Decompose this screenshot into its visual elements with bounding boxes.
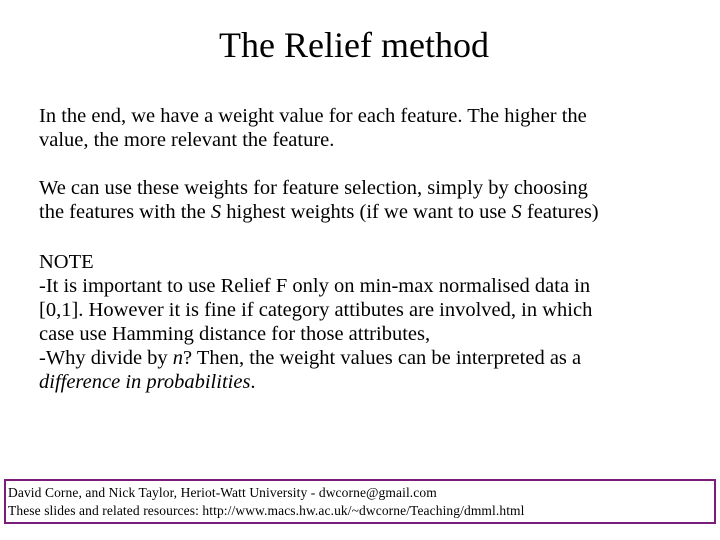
note-line <box>39 346 704 370</box>
text-run: highest weights (if we want to use <box>221 201 512 223</box>
footer-authors: David Corne, and Nick Taylor, Heriot-Watt University - dwcorne@gmail.com <box>8 485 437 500</box>
paragraph-line: We can use these weights for feature selection, simply by choosing <box>39 177 588 199</box>
note-heading: NOTE <box>39 251 94 273</box>
paragraph-selection <box>39 176 704 224</box>
paragraph-line: value, the more relevant the feature. <box>39 129 335 151</box>
emphasis-text: difference in probabilities <box>39 371 251 393</box>
footer-resources-link[interactable]: These slides and related resources: http://www.macs.hw.ac.uk/~dwcorne/Teaching/dmml.html <box>8 503 525 518</box>
text-run: features) <box>521 201 599 223</box>
note-block <box>39 250 704 394</box>
variable-s: S <box>210 201 222 223</box>
paragraph-weights <box>39 104 704 152</box>
slide-title: The Relief method <box>219 25 489 65</box>
note-line <box>39 370 704 394</box>
note-line: case use Hamming distance for those attributes, <box>39 323 431 345</box>
variable-n: n <box>172 347 184 369</box>
note-line: -It is important to use Relief F only on min-max normalised data in <box>39 275 591 297</box>
text-run: the features with the <box>39 201 211 223</box>
footer-box <box>4 479 716 524</box>
text-run: -Why divide by <box>39 347 173 369</box>
paragraph-line: In the end, we have a weight value for each feature. The higher the <box>39 105 587 127</box>
note-line: [0,1]. However it is fine if category attibutes are involved, in which <box>39 299 593 321</box>
variable-s: S <box>511 201 522 223</box>
text-run: ? Then, the weight values can be interpreted as a <box>183 347 582 369</box>
paragraph-line <box>39 200 704 224</box>
text-run: . <box>250 371 256 393</box>
